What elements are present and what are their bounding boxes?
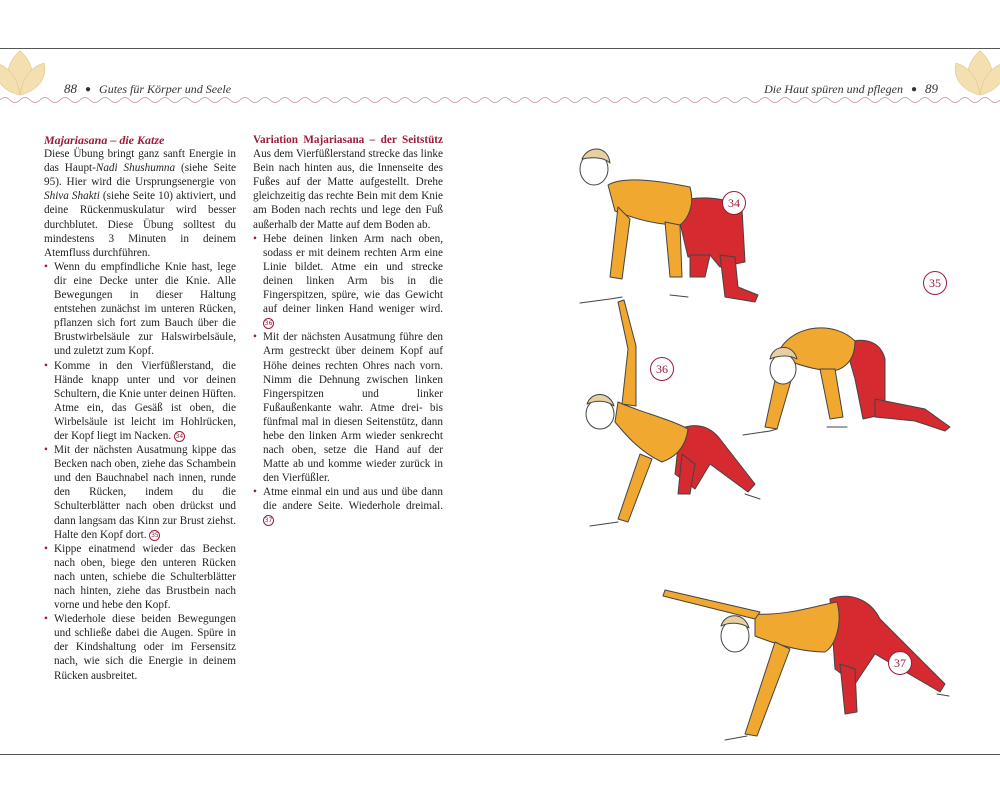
figure-label-35: 35: [923, 271, 947, 295]
list-item: [44, 612, 236, 682]
list-item-text: Mit der nächsten Ausatmung kippe das Becken nach oben, ziehe das Schambein und den Bauchnabel nach innen, runde den Rücken, indem du die Schulterblätter nach oben drückst und dann langsam das Kinn zur Brust ziehst. Halte den Kopf dort.: [54, 444, 236, 541]
list-item-text: Hebe deinen linken Arm nach oben, sodass er mit deinem rechten Arm eine Linie bildet. Atme ein und strecke deinen linken Arm bis in die Fingerspitzen, spüre, wie das Gewicht auf deiner linken Hand weniger wird.: [263, 232, 443, 316]
page-number-left: 88: [64, 81, 77, 96]
page-number-right: 89: [925, 81, 938, 96]
header-bullet: ●: [85, 83, 92, 95]
list-item: [44, 260, 236, 359]
list-item-text: Wenn du empfindliche Knie hast, lege dir eine Decke unter die Knie. Alle Bewegungen in dieser Haltung entstehen zunächst im unteren Rücken, pflanzen sich fort zum Bauch über die Brustwirbelsäule zur Halswirbelsäule, und zuletzt zum Kopf.: [54, 260, 236, 358]
header-bullet: ●: [910, 83, 917, 95]
figure-label-36: 36: [650, 357, 674, 381]
figure-label-34: 34: [722, 191, 746, 215]
figure-ref-icon: 34: [175, 432, 184, 440]
intro-text: (siehe Seite 10) aktiviert, und deine Rückenmuskulatur wird besser durchblutet. Diese Übung solltest du mindestens 3 Minuten in deinem Atemfluss durchführen.: [44, 190, 236, 259]
header-title-left: Gutes für Körper und Seele: [99, 81, 232, 96]
list-item: [44, 359, 236, 444]
variation-list: [253, 232, 443, 528]
text-column-2: [253, 133, 443, 528]
intro-term-shiva: Shiva Shakti: [44, 190, 100, 203]
figure-37-illustration: [655, 544, 955, 744]
list-item-text: Kippe einatmend wieder das Becken nach oben, biege den unteren Rücken nach unten, schiebe die Schulterblätter nach hinten, ziehe das Brustbein nach vorne und hebe den Kopf.: [54, 542, 236, 612]
list-item: [253, 232, 443, 331]
list-item: [253, 330, 443, 485]
text-column-1: [44, 133, 236, 683]
list-item: [44, 542, 236, 612]
section-heading-katze: Majariasana – die Katze: [44, 133, 165, 147]
variation-intro-text: Aus dem Vierfüßlerstand strecke das linke Bein nach hinten aus, die Innenseite des Fußes auf der Matte aufgestellt. Drehe gleichzeitig das rechte Bein mit dem Knie am Boden nach rechts und lege den Fuß außerhalb der Matte auf dem Boden ab.: [253, 148, 443, 231]
list-item-text: Wiederhole diese beiden Bewegungen und schließe dabei die Augen. Spüre in der Kindshaltung oder im Fersensitz nach, wie sich die Energie in deinem Rücken ausbreitet.: [54, 613, 236, 682]
list-item-text: Mit der nächsten Ausatmung führe den Arm gestreckt über deinem Kopf auf Höhe deines rechten Ohres nach vorn. Nimm die Dehnung zwischen linken Fingerspitzen und linker Fußaußenkante wahr. Atme drei- bis fünfmal mal in diesen Seitenstütz, dann hebe den linken Arm wieder senkrecht nach oben, setze die Hand auf der Matte ab und komme wieder zurück in den Vierfüßler.: [263, 331, 443, 485]
figure-ref-icon: 36: [264, 320, 273, 328]
list-item: [253, 485, 443, 527]
header-title-right: Die Haut spüren und pflegen: [764, 81, 903, 96]
instruction-list: [44, 260, 236, 683]
figure-ref-icon: 37: [264, 517, 273, 525]
figure-label-37: 37: [888, 651, 912, 675]
intro-text: (siehe Seite 95). Hier wird die Ursprungsenergie von: [44, 162, 236, 189]
list-item-text: Komme in den Vierfüßlerstand, die Hände knapp unter und vor deinen Schultern, die Knie unter deinen Hüften. Atme ein, das Gesäß ist oben, die Wirbelsäule ist leicht im Hohlrücken, der Kopf liegt im Nacken.: [54, 359, 236, 442]
header-wave-rule: [0, 95, 1000, 105]
lotus-ornament-right-icon: [952, 45, 1000, 101]
book-spread: [0, 48, 1000, 755]
intro-text: Diese Übung bringt ganz sanft Energie in das Haupt-: [44, 148, 236, 175]
section-heading-seitstuetz: Variation Majariasana – der Seitstütz: [253, 134, 443, 146]
variation-paragraph: [253, 133, 443, 232]
lotus-ornament-left-icon: [0, 45, 48, 101]
figure-ref-icon: 35: [151, 531, 159, 539]
intro-paragraph: [44, 147, 236, 260]
intro-term-nadi: Nadi Shushumna: [95, 162, 176, 175]
list-item-text: Atme einmal ein und aus und übe dann die andere Seite. Wiederhole dreimal.: [263, 486, 443, 513]
list-item: [44, 443, 236, 542]
figure-34-illustration: [570, 127, 770, 317]
figure-36-illustration: [570, 294, 780, 534]
